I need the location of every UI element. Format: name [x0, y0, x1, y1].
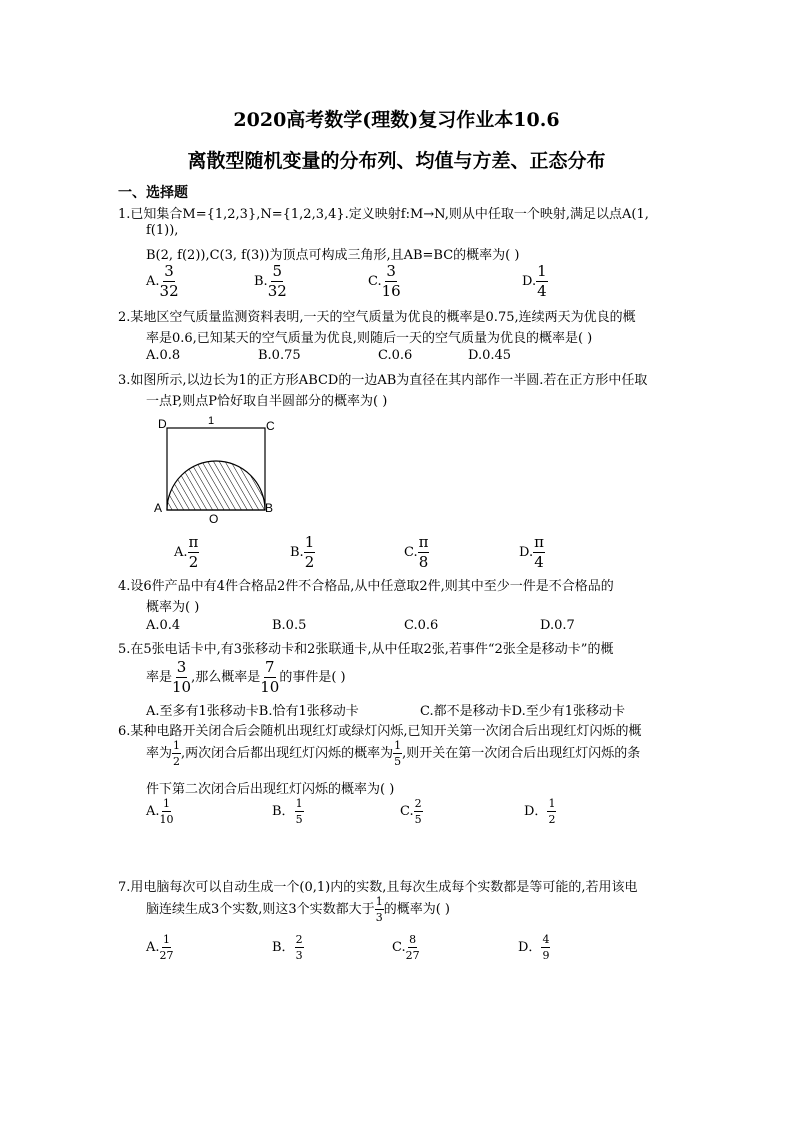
q2-option-b: B.0.75: [258, 348, 301, 363]
q3-line2: 一点P,则点P恰好取自半圆部分的概率为( ): [146, 394, 388, 409]
q7-line2: 脑连续生成3个实数,则这3个实数都大于 $\frac{1}{3}$ 的概率为( ): [146, 895, 450, 924]
section-heading: 一、选择题: [118, 185, 188, 201]
q7-option-a: A. $\frac{1}{27}$: [146, 933, 174, 962]
q1-option-d: D. $\frac{1}{4}$: [522, 262, 547, 300]
q7-line1: 7.用电脑每次可以自动生成一个(0,1)内的实数,且每次生成每个实数都是等可能的,若用该电: [118, 880, 638, 895]
q5-line2: 率是 $\frac{3}{10}$ ,那么概率是 $\frac{7}{10}$ 的事件是( ): [146, 658, 346, 696]
q6-option-d: D． $\frac{1}{2}$: [524, 797, 556, 826]
label-a: A: [154, 501, 163, 515]
q6-option-b: B． $\frac{1}{5}$: [272, 797, 303, 826]
label-side-length: 1: [208, 415, 215, 427]
q6-line2: 率为 $\frac{1}{2}$ ,两次闭合后都出现红灯闪烁的概率为 $\frac{1}{5}$ ,则开关在第一次闭合后出现红灯闪烁的条: [146, 739, 641, 768]
q6-line3: 件下第二次闭合后出现红灯闪烁的概率为( ): [146, 782, 395, 797]
q4-option-c: C.0.6: [404, 618, 439, 633]
q1-line1: 1.已知集合M={1,2,3},N={1,2,3,4}.定义映射f:M→N,则从中任取一个映射,满足以点A(1,: [118, 207, 649, 222]
q2-option-c: C.0.6: [378, 348, 413, 363]
q1-option-b: B. $\frac{5}{32}$: [254, 262, 287, 300]
q6-line1: 6.某种电路开关闭合后会随机出现红灯或绿灯闪烁,已知开关第一次闭合后出现红灯闪烁的概: [118, 724, 642, 739]
page-title: 2020高考数学(理数)复习作业本10.6: [233, 109, 560, 131]
q4-line1: 4.设6件产品中有4件合格品2件不合格品,从中任意取2件,则其中至少一件是不合格品的: [118, 579, 614, 594]
label-b: B: [265, 501, 274, 515]
q6-option-a: A. $\frac{1}{10}$: [146, 797, 174, 826]
q3-option-a: A. $\frac{\pi}{2}$: [174, 533, 199, 571]
q3-option-b: B. $\frac{1}{2}$: [290, 533, 315, 571]
q7-option-b: B． $\frac{2}{3}$: [272, 933, 303, 962]
q2-option-d: D.0.45: [468, 348, 512, 363]
label-o: O: [209, 512, 219, 526]
semicircle-shaded: [167, 461, 265, 510]
q1-option-c: C. $\frac{3}{16}$: [368, 262, 401, 300]
page-subtitle: 离散型随机变量的分布列、均值与方差、正态分布: [187, 150, 606, 172]
q5-option-ab: A.至多有1张移动卡B.恰有1张移动卡: [146, 704, 359, 719]
q1-line3: B(2, f(2)),C(3, f(3))为顶点可构成三角形,且AB=BC的概率为( ): [146, 248, 520, 263]
q1-option-a: A. $\frac{3}{32}$: [146, 262, 179, 300]
label-c: C: [266, 419, 275, 433]
q7-option-c: C. $\frac{8}{27}$: [392, 933, 420, 962]
q5-line1: 5.在5张电话卡中,有3张移动卡和2张联通卡,从中任取2张,若事件“2张全是移动卡”的概: [118, 642, 614, 657]
q4-option-a: A.0.4: [146, 618, 181, 633]
label-d: D: [158, 417, 167, 431]
q5-option-cd: C.都不是移动卡D.至少有1张移动卡: [420, 704, 625, 719]
q1-line2: f(1)),: [146, 223, 179, 238]
q2-line1: 2.某地区空气质量监测资料表明,一天的空气质量为优良的概率是0.75,连续两天为优良的概: [118, 310, 636, 325]
q3-option-d: D. $\frac{\pi}{4}$: [519, 533, 544, 571]
q4-option-d: D.0.7: [540, 618, 575, 633]
q4-option-b: B.0.5: [272, 618, 307, 633]
q3-figure: [150, 412, 280, 527]
q7-option-d: D． $\frac{4}{9}$: [518, 933, 550, 962]
q6-option-c: C. $\frac{2}{5}$: [400, 797, 422, 826]
q2-option-a: A.0.8: [146, 348, 181, 363]
q4-line2: 概率为( ): [146, 600, 200, 615]
q3-option-c: C. $\frac{\pi}{8}$: [404, 533, 429, 571]
q2-line2: 率是0.6,已知某天的空气质量为优良,则随后一天的空气质量为优良的概率是( ): [146, 331, 593, 346]
q3-line1: 3.如图所示,以边长为1的正方形ABCD的一边AB为直径在其内部作一半圆.若在正方形中任取: [118, 373, 648, 388]
